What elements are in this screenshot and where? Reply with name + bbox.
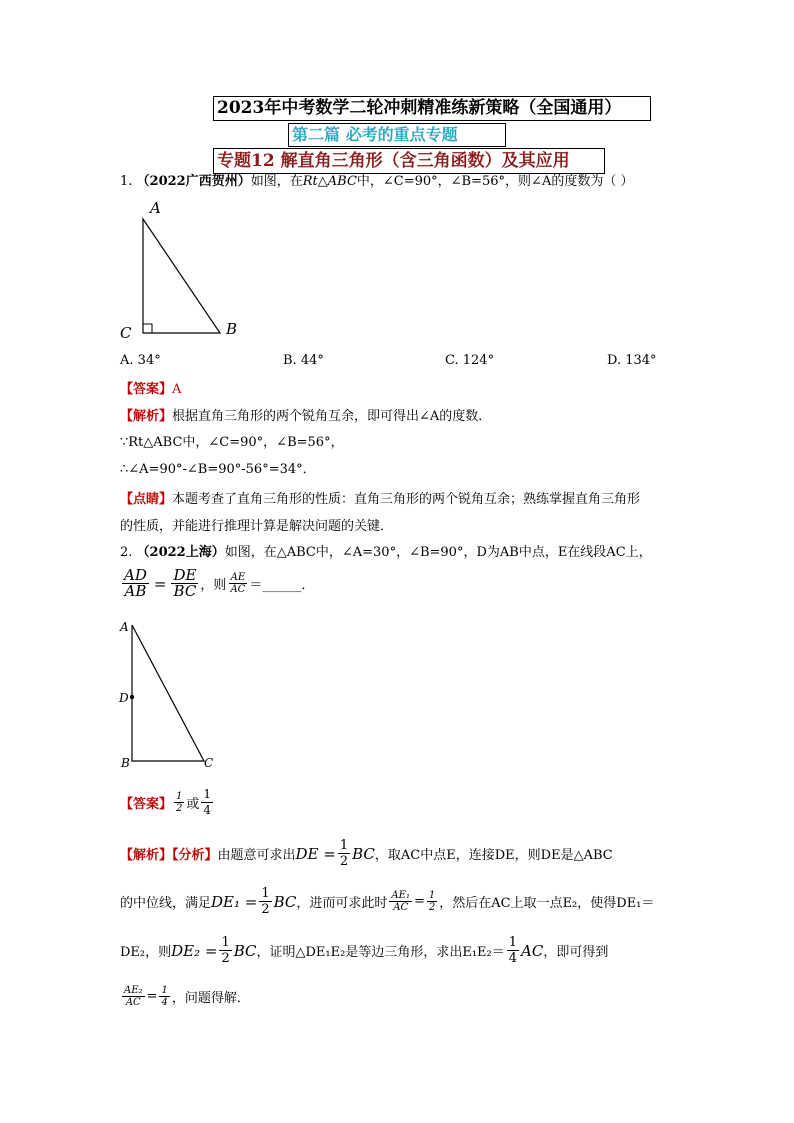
option-a[interactable]: A. 34° (120, 353, 161, 368)
q2-analysis-line-3: DE₂，则 DE₂ = $\frac{1}{2}$ BC ，证明△DE₁E₂是等边三角形，求出E₁E₂＝ $\frac{1}{4}$ AC ，即可得到 (120, 935, 609, 966)
vertex-a-label-2: A (120, 620, 129, 634)
q2-analysis-line-1: 【解析】【分析】 由题意可求出 DE = $\frac{1}{2}$ BC ，取AC中点E ，连接DE ，则DE 是△ABC (120, 838, 613, 869)
document-title: 2023年中考数学二轮冲刺精准练新策略（全国通用） (213, 96, 651, 121)
option-b[interactable]: B. 44° (283, 353, 324, 368)
question-2-stem: 2. （2022上海）如图，在△ABC中，∠A=30°，∠B=90°，D为AB中点，E在线段AC上， (120, 545, 652, 560)
vertex-a-label: A (150, 199, 161, 217)
q1-analysis: 【解析】根据直角三角形的两个锐角互余，即可得出∠A的度数． (120, 409, 492, 424)
vertex-c-label: C (120, 324, 132, 342)
q1-comment-cont: 的性质，并能进行推理计算是解决问题的关键． (120, 519, 394, 534)
option-d[interactable]: D. 134° (607, 353, 657, 368)
answer-blank[interactable]: ＝______． (249, 578, 315, 593)
q2-answer: 【答案】 $\frac{1}{2}$ 或 $\frac{1}{4}$ (120, 787, 212, 817)
topic-title: 专题12 解直角三角形（含三角函数）及其应用 (213, 148, 605, 174)
q1-answer: 【答案】A (120, 382, 182, 397)
q1-step-1: ∵Rt△ABC中，∠C=90°，∠B=56°， (120, 435, 344, 450)
q1-comment: 【点睛】本题考查了直角三角形的性质：直角三角形的两个锐角互余；熟练掌握直角三角形 (120, 492, 641, 507)
q1-step-2: ∴∠A=90°-∠B=90°-56°=34°． (120, 462, 316, 477)
vertex-b-label-2: B (121, 756, 130, 770)
vertex-c-label-2: C (204, 756, 214, 770)
vertex-b-label: B (226, 320, 238, 338)
q2-analysis-line-4: $\frac{\text{AE₂}}{AC}$ = $\frac{1}{4}$ ，问题得解． (124, 985, 250, 1008)
part-title: 第二篇 必考的重点专题 (288, 123, 506, 147)
q2-analysis-line-2: 的中位线，满足 DE₁ = $\frac{1}{2}$ BC ，进而可求此时 $\frac{\text{AE₁}}{AC}$ = $\frac{1}{2}$ ，然后在AC上取一点E₂，使得DE₁＝ (120, 886, 655, 917)
triangle-figure-1 (110, 195, 250, 345)
q2-condition: $\frac{AD}{AB}$ = $\frac{DE}{BC}$ ，则 $\frac{AE}{AC}$ ＝______． (124, 566, 315, 600)
triangle-figure-2 (110, 615, 220, 775)
vertex-d-label: D (119, 691, 129, 705)
option-c[interactable]: C. 124° (445, 353, 495, 368)
question-1-stem: 1. （2022广西贺州）如图，在Rt△ABC中，∠C=90°，∠B=56°，则∠A的度数为（ ） (120, 174, 634, 189)
